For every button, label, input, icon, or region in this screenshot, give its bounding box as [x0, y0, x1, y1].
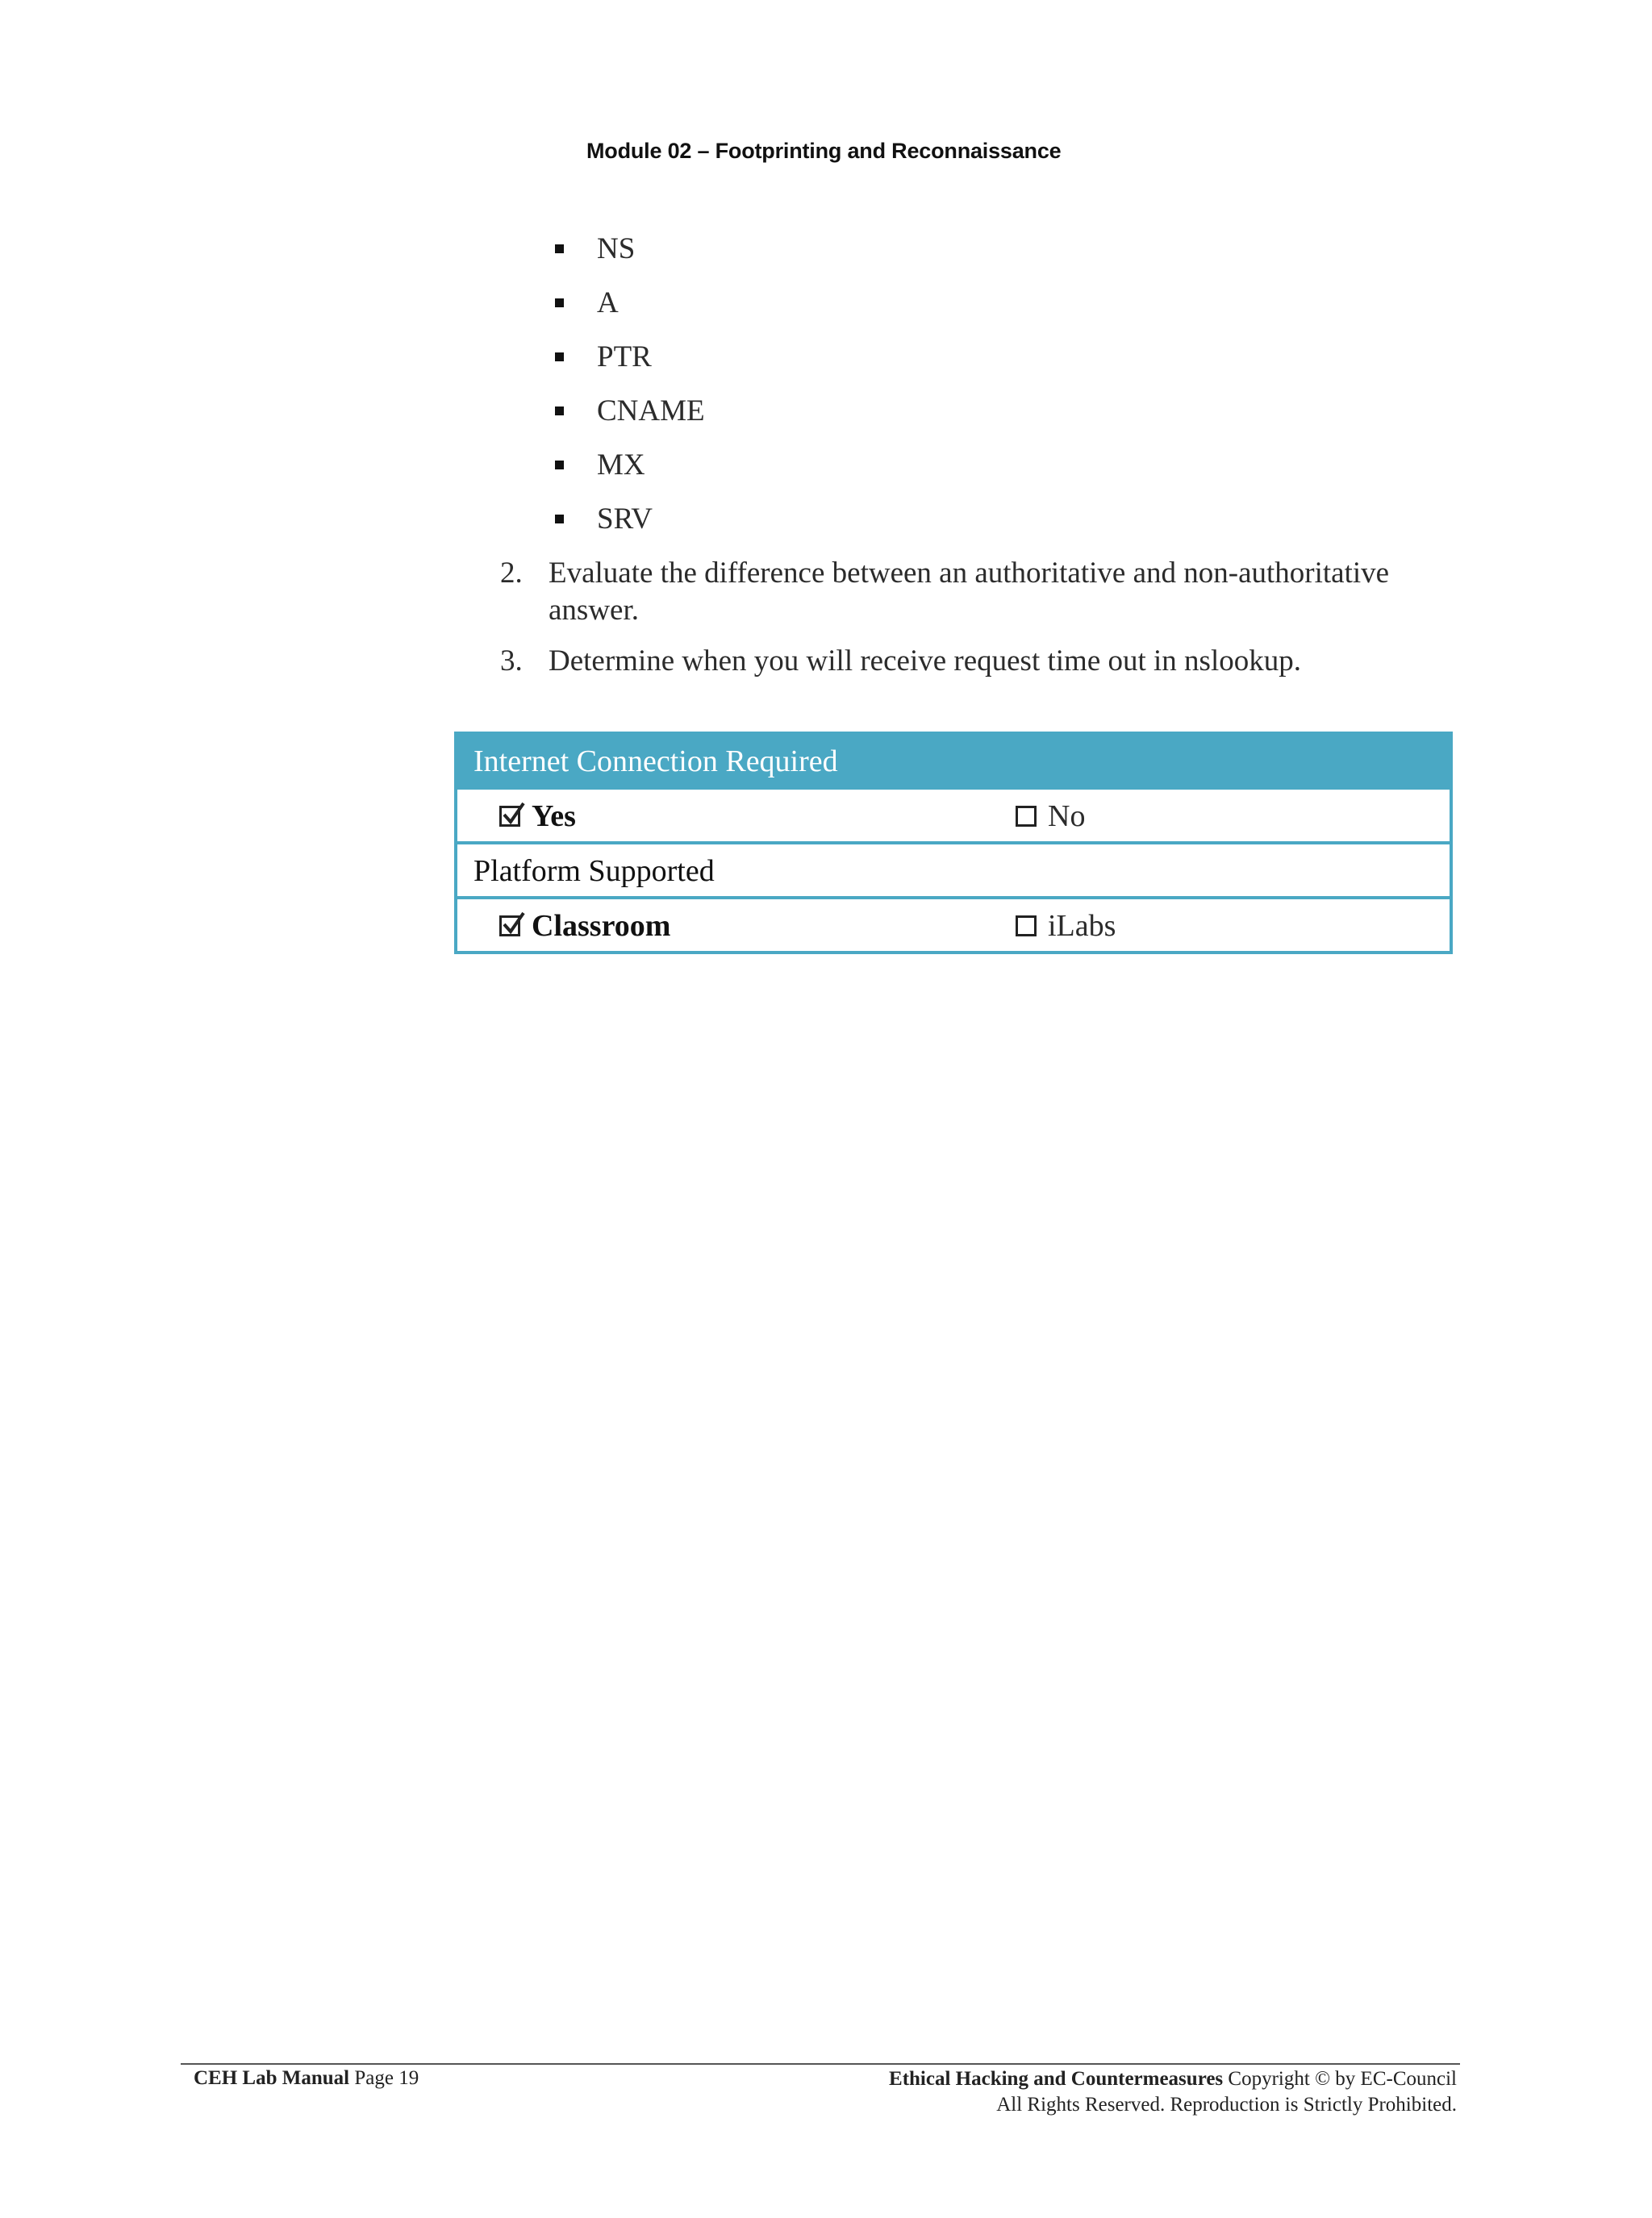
list-item: [549, 445, 705, 499]
platform-classroom-option: [499, 907, 670, 944]
unchecked-box-icon: [1016, 806, 1037, 827]
platform-header-row: [457, 841, 1450, 896]
square-bullet-icon: [555, 244, 564, 253]
checked-box-icon: [499, 806, 520, 827]
square-bullet-icon: [555, 515, 564, 523]
item-text: Determine when you will receive request time out in nslookup.: [549, 644, 1301, 677]
list-item: [549, 283, 705, 337]
page-number: Page 19: [354, 2067, 419, 2089]
record-type-label: PTR: [597, 340, 652, 373]
internet-yes-option: [499, 798, 576, 835]
requirements-table: [454, 732, 1453, 954]
footer-divider: [181, 2063, 1460, 2065]
unchecked-box-icon: [1016, 915, 1037, 936]
list-item: [549, 337, 705, 391]
list-item: [549, 391, 705, 445]
record-type-label: NS: [597, 232, 636, 265]
manual-label: CEH Lab Manual: [194, 2067, 350, 2089]
platform-ilabs-option: [1016, 907, 1116, 944]
record-type-list: [549, 229, 705, 553]
module-header: Module 02 – Footprinting and Reconnaissance: [586, 139, 1062, 163]
list-item: [549, 229, 705, 283]
internet-no-label: No: [1048, 799, 1086, 833]
record-type-label: MX: [597, 448, 645, 482]
record-type-label: CNAME: [597, 394, 705, 427]
copyright-text: Copyright © by EC-Council: [1228, 2068, 1457, 2090]
internet-options-row: [457, 786, 1450, 841]
footer-page-info: [194, 2066, 419, 2091]
internet-header-row: [457, 735, 1450, 786]
square-bullet-icon: [555, 461, 564, 469]
record-type-label: A: [597, 286, 619, 319]
list-item: [549, 499, 705, 553]
course-name: Ethical Hacking and Countermeasures: [889, 2068, 1224, 2090]
internet-yes-label: Yes: [532, 799, 576, 833]
internet-no-option: [1016, 798, 1085, 835]
rights-line: All Rights Reserved. Reproduction is Strictly Prohibited.: [996, 2094, 1457, 2116]
square-bullet-icon: [555, 406, 564, 415]
square-bullet-icon: [555, 352, 564, 361]
square-bullet-icon: [555, 298, 564, 307]
platform-ilabs-label: iLabs: [1048, 909, 1116, 943]
platform-supported-title: Platform Supported: [473, 854, 715, 888]
checked-box-icon: [499, 915, 520, 936]
record-type-label: SRV: [597, 502, 653, 536]
item-number: 3.: [500, 644, 523, 677]
numbered-item-3: [500, 643, 1452, 680]
platform-classroom-label: Classroom: [532, 909, 671, 943]
item-number: 2.: [500, 557, 523, 590]
footer-copyright: [889, 2066, 1457, 2118]
platform-options-row: [457, 896, 1450, 951]
item-text: Evaluate the difference between an authoritative and non-authoritative answer.: [549, 557, 1390, 627]
numbered-item-2: [500, 555, 1452, 629]
copyright-line: [889, 2066, 1457, 2092]
internet-required-title: Internet Connection Required: [473, 744, 838, 778]
